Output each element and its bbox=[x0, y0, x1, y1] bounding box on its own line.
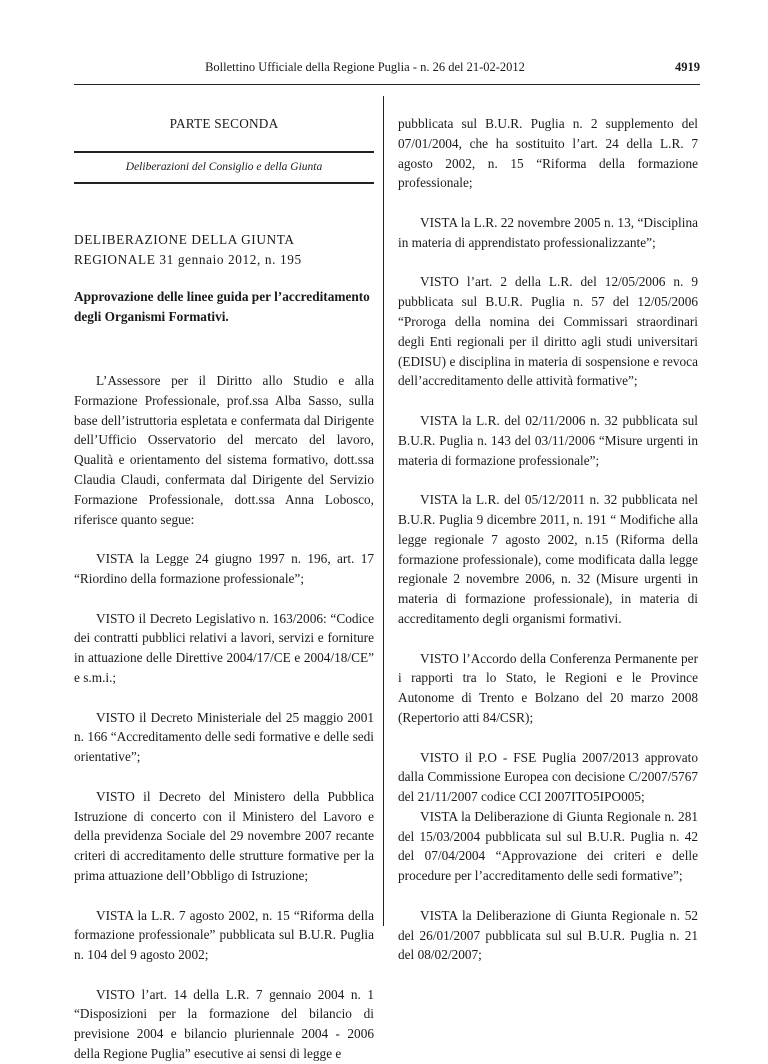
paragraph: VISTA la L.R. del 05/12/2011 n. 32 pubblicata nel B.U.R. Puglia 9 dicembre 2011, n. 191 “ Modifiche alla legge regionale 7 agosto 2002, n.15 (Riforma della formazione professionale), come modificata dalla legge regionale 2 novembre 2006, n. 32 (Misure urgenti in materia di formazione professionale), in materia di accreditamento degli organismi formativi. bbox=[398, 492, 698, 626]
paragraph: VISTO il Decreto Legislativo n. 163/2006: “Codice dei contratti pubblici relativi a lavori, servizi e forniture in attuazione delle Direttive 2004/17/CE e 2004/18/CE” e s.m.i.; bbox=[74, 610, 374, 685]
paragraph: VISTA la L.R. 7 agosto 2002, n. 15 “Riforma della formazione professionale” pubblicata sul B.U.R. Puglia n. 104 del 9 agosto 2002; bbox=[74, 907, 374, 963]
page-header bbox=[0, 60, 768, 82]
part-heading: PARTE SECONDA bbox=[169, 116, 279, 131]
paragraph: VISTA la L.R. 22 novembre 2005 n. 13, “Disciplina in materia di apprendistato professionalizzante”; bbox=[398, 214, 698, 250]
paragraph: VISTO l’art. 14 della L.R. 7 gennaio 2004 n. 1 “Disposizioni per la formazione del bilancio di previsione 2004 e bilancio pluriennale 2004 - 2006 della Regione Puglia” esecutive ai sensi di legge e bbox=[74, 986, 374, 1062]
paragraph: VISTA la Deliberazione di Giunta Regionale n. 281 del 15/03/2004 pubblicata sul sul B.U.R. Puglia n. 42 del 07/04/2004 “Approvazione dei criteri e delle procedure per l’accreditamento delle sedi formative”; bbox=[398, 808, 698, 884]
header-rule bbox=[74, 84, 700, 85]
section-heading: Deliberazioni del Consiglio e della Giunta bbox=[74, 151, 374, 184]
paragraph: VISTA la L.R. del 02/11/2006 n. 32 pubblicata sul B.U.R. Puglia n. 143 del 03/11/2006 “Misure urgenti in materia di formazione professionale”; bbox=[398, 412, 698, 468]
right-column bbox=[398, 114, 698, 965]
paragraph: VISTA la Legge 24 giugno 1997 n. 196, art. 17 “Riordino della formazione professionale”; bbox=[74, 551, 374, 586]
paragraph: VISTO l’Accordo della Conferenza Permanente per i rapporti tra lo Stato, le Regioni e le Province Autonome di Trento e Bolzano del 20 marzo 2008 (Repertorio atti 84/CSR); bbox=[398, 650, 698, 725]
column-divider bbox=[383, 96, 384, 926]
deliberation-title: DELIBERAZIONE DELLA GIUNTA REGIONALE 31 gennaio 2012, n. 195 bbox=[74, 231, 302, 267]
page-number: 4919 bbox=[675, 60, 700, 74]
deliberation-subject: Approvazione delle linee guida per l’accreditamento degli Organismi Formativi. bbox=[74, 289, 370, 325]
left-column bbox=[74, 114, 374, 1064]
bulletin-title: Bollettino Ufficiale della Regione Puglia - n. 26 del 21-02-2012 bbox=[205, 60, 525, 74]
paragraph: VISTO il P.O - FSE Puglia 2007/2013 approvato dalla Commissione Europea con decisione C/2007/5767 del 21/11/2007 codice CCI 2007ITO5IPO005; bbox=[398, 749, 698, 805]
paragraph: VISTA la Deliberazione di Giunta Regionale n. 52 del 26/01/2007 pubblicata sul sul B.U.R. Puglia n. 21 del 08/02/2007; bbox=[398, 907, 698, 963]
continued-paragraph: pubblicata sul B.U.R. Puglia n. 2 supplemento del 07/01/2004, che ha sostituito l’art. 24 della L.R. 7 agosto 2002, n. 15 “Riforma della formazione professionale; bbox=[398, 116, 698, 191]
paragraph: VISTO il Decreto del Ministero della Pubblica Istruzione di concerto con il Ministero del Lavoro e della previdenza Sociale del 29 novembre 2007 recante criteri di accreditamento delle strutture formative per la prima attuazione dell’Obbligo di Istruzione; bbox=[74, 788, 374, 883]
paragraph: VISTO il Decreto Ministeriale del 25 maggio 2001 n. 166 “Accreditamento delle sedi formative e delle sedi orientative”; bbox=[74, 709, 374, 765]
intro-paragraph: L’Assessore per il Diritto allo Studio e alla Formazione Professionale, prof.ssa Alba Sasso, sulla base dell’istruttoria espletata e confermata dal Dirigente dell’Ufficio Osservatorio del mercato del lavoro, Qualità e orientamento del sistema formativo, dott.ssa Claudia Claudi, confermata dal Dirigente del Servizio Formazione Professionale, dott.ssa Anna Lobosco, riferisce quanto segue: bbox=[74, 372, 374, 527]
paragraph: VISTO l’art. 2 della L.R. del 12/05/2006 n. 9 pubblicata sul B.U.R. Puglia n. 57 del 12/05/2006 “Proroga della nomina dei Commissari straordinari degli Enti regionali per il diritto agli studi universitari (EDISU) e disciplina in materia di sospensione e revoca dell’accreditamento delle attività formative”; bbox=[398, 274, 698, 389]
